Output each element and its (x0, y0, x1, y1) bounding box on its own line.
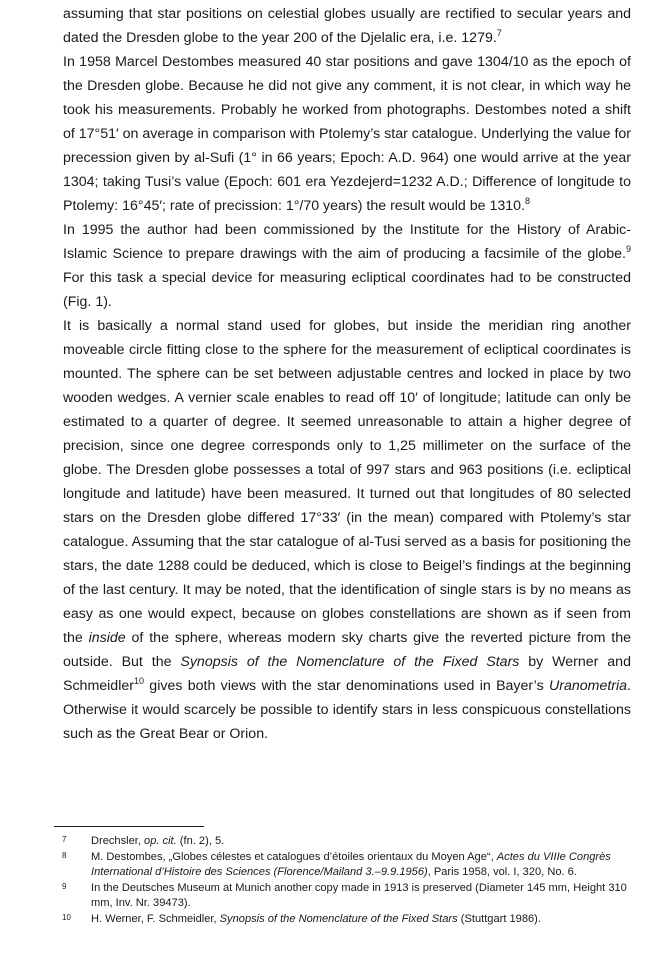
footnote-separator (54, 826, 204, 827)
footnote-text-part: In the Deutsches Museum at Munich another copy made in 1913 is preserved (Diameter 145 mm, Height 310 mm, Inv. Nr. 39473). (91, 881, 627, 910)
footnote-emphasis: op. cit. (144, 835, 177, 847)
footnote-text-part: (fn. 2), 5. (176, 835, 225, 847)
footnote-emphasis: Actes du VIIIe Congrès International d’Histoire des Sciences (Florence/Mailand 3.–9.9.1956) (91, 850, 611, 879)
paragraph-text: In 1958 Marcel Destombes measured 40 star positions and gave 1304/10 as the epoch of the Dresden globe. Because he did not give any comment, it is not clear, in which way he took his measurements. Probably he worked from photographs. Destombes noted a shift of 17°51′ on average in comparison with Ptolemy’s star catalogue. Underlying the value for precession given by al-Sufi (1° in 66 years; Epoch: A.D. 964) one would arrive at the year 1304; taking Tusi’s value (Epoch: 601 era Yezdejerd=1232 A.D.; Difference of longitude to Ptolemy: 16°45′; rate of precission: 1°/70 years) the result would be 1310. (63, 54, 632, 214)
footnote-text (91, 834, 632, 850)
paragraph-text: It is basically a normal stand used for globes, but inside the meridian ring another moveable circle fitting close to the sphere for the measurement of ecliptical coordinates is mounted. The sphere can be set between adjustable centres and locked in place by two wooden wedges. A vernier scale enables to read off 10′ of longitude; latitude can only be estimated to a quarter of degree. It seemed unreasonable to attain a higher degree of precision, since one degree corresponds only to 1,25 millimeter on the surface of the globe. The Dresden globe possesses a total of 997 stars and 963 positions (i.e. ecliptical longitude and latitude) have been measured. It turned out that longitudes of 80 selected stars on the Dresden globe differed 17°33′ (in the mean) compared with Ptolemy’s star catalogue. Assuming that the star catalogue of al-Tusi served as a basis for positioning the stars, the date 1288 could be deduced, which is close to Beigel’s findings at the beginning of the last century. It may be noted, that the identification of single stars is by no means as easy as one would expect, because on globes constellations are shown as if seen from the (63, 318, 631, 646)
footnote-text-part: M. Destombes, „Globes célestes et catalogues d’étoiles orientaux du Moyen Age“, (91, 850, 497, 863)
main-text (63, 2, 631, 746)
footnote-8 (54, 850, 632, 881)
footnote-text (91, 912, 632, 928)
paragraph-text: assuming that star positions on celestial globes usually are rectified to secular years and dated the Dresden globe to the year 200 of the Djelalic era, i.e. 1279. (63, 6, 631, 46)
paragraph-3 (63, 218, 631, 314)
footnote-ref-10[interactable]: 10 (133, 676, 144, 686)
footnote-text (91, 881, 632, 912)
paragraph-text: gives both views with the star denominations used in Bayer’s (143, 678, 549, 694)
emphasis-inside: inside (88, 630, 126, 646)
footnotes (54, 834, 632, 928)
footnote-emphasis: Synopsis of the Nomenclature of the Fixed Stars (219, 912, 458, 925)
footnote-text-part: , Paris 1958, vol. I, 320, No. 6. (427, 866, 577, 879)
footnote-text-part: Drechsler, (91, 835, 145, 847)
footnote-ref-9[interactable]: 9 (625, 244, 631, 254)
footnote-text-part: (Stuttgart 1986). (457, 912, 541, 925)
footnote-ref-7[interactable]: 7 (496, 28, 502, 38)
paragraph-2 (63, 50, 631, 218)
footnote-9 (54, 881, 632, 912)
paragraph-4 (63, 314, 631, 746)
paragraph-text: . Otherwise it would scarcely be possible to identify stars in less conspicuous constellations such as the Great Bear or Orion. (63, 678, 631, 742)
paragraph-text: For this task a special device for measuring ecliptical coordinates had to be constructed (Fig. 1). (63, 270, 631, 310)
footnote-ref-8[interactable]: 8 (524, 196, 530, 206)
footnote-number: 8 (62, 850, 67, 860)
footnote-number: 10 (62, 912, 71, 922)
footnote-text (91, 850, 632, 881)
footnote-number: 9 (62, 881, 67, 891)
book-title-synopsis: Synopsis of the Nomenclature of the Fixed Stars (180, 654, 520, 670)
footnote-number: 7 (62, 835, 67, 844)
book-title-uranometria: Uranometria (548, 678, 628, 694)
paragraph-text: In 1995 the author had been commissioned by the Institute for the History of Arabic-Islamic Science to prepare drawings with the aim of producing a facsimile of the globe. (63, 222, 631, 262)
footnote-7 (54, 834, 632, 850)
paragraph-text: of the sphere, whereas modern sky charts give the reverted picture from the outside. But the (63, 630, 631, 670)
footnote-text-part: H. Werner, F. Schmeidler, (91, 912, 220, 925)
paragraph-1 (63, 2, 631, 50)
paragraph-text: by Werner and Schmeidler (63, 654, 631, 694)
footnote-10 (54, 912, 632, 928)
